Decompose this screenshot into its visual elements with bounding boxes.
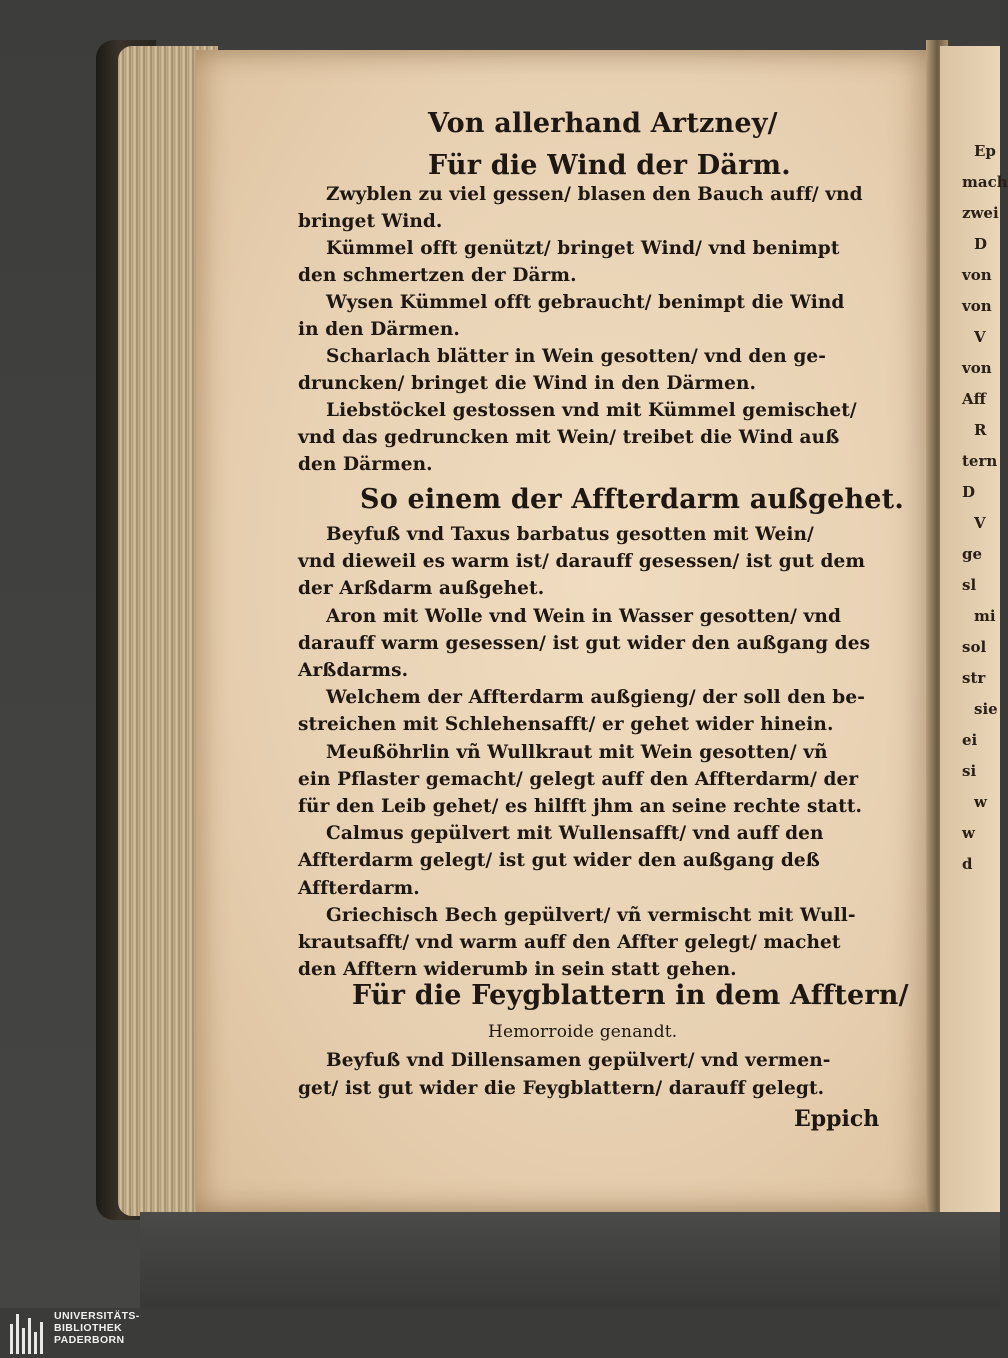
text-line: Affterdarm gelegt/ ist gut wider den außgang deß [298, 850, 820, 872]
text-line: Kümmel offt genützt/ bringet Wind/ vnd benimpt [326, 238, 840, 259]
library-footer [0, 1308, 1000, 1358]
facing-page-fragment: d [962, 855, 973, 873]
text-line: Affterdarm. [298, 877, 420, 899]
facing-page-fragment: tern [962, 452, 998, 470]
text-line: Calmus gepülvert mit Wullensafft/ vnd auff den [326, 823, 824, 845]
text-line: in den Därmen. [298, 319, 460, 340]
text-line: den Därmen. [298, 454, 433, 475]
text-line: Beyfuß vnd Dillensamen gepülvert/ vnd vermen- [326, 1050, 831, 1071]
facing-page-fragment: R [974, 421, 987, 439]
text-line: Liebstöckel gestossen vnd mit Kümmel gemischet/ [326, 400, 857, 421]
text-line: Aron mit Wolle vnd Wein in Wasser gesotten/ vnd [326, 605, 841, 627]
text-line: Beyfuß vnd Taxus barbatus gesotten mit Wein/ [326, 524, 814, 545]
text-line: streichen mit Schlehensafft/ er gehet wider hinein. [298, 714, 834, 736]
facing-page-fragment: w [974, 793, 987, 811]
facing-page-fragment: mi [974, 607, 996, 625]
facing-page-fragment: V [974, 514, 986, 532]
text-line: vnd das gedruncken mit Wein/ treibet die Wind auß [298, 427, 840, 448]
text-line: Griechisch Bech gepülvert/ vñ vermischt mit Wull- [326, 904, 856, 926]
facing-page-fragment: ei [962, 731, 978, 749]
text-line: den schmertzen der Därm. [298, 265, 577, 286]
text-line: für den Leib gehet/ es hilfft jhm an seine rechte statt. [298, 796, 863, 817]
facing-page-fragment: si [962, 762, 977, 780]
text-line: bringet Wind. [298, 211, 443, 232]
text-line: vnd dieweil es warm ist/ darauff gesessen/ ist gut dem [298, 551, 866, 573]
book-holder [140, 1212, 1000, 1308]
facing-page-fragment: Ep [974, 142, 996, 160]
text-line: darauff warm gesessen/ ist gut wider den außgang des [298, 632, 871, 654]
text-line: druncken/ bringet die Wind in den Därmen. [298, 373, 757, 394]
heading-wind-der-daerm: Für die Wind der Därm. [428, 150, 791, 181]
logo-line-1: UNIVERSITÄTS- [54, 1310, 140, 1322]
logo-line-2: BIBLIOTHEK [54, 1322, 123, 1334]
facing-page-fragment: str [962, 669, 986, 687]
text-line: den Afftern widerumb in sein statt gehen. [298, 959, 737, 981]
facing-page-fragment: zwei [962, 204, 999, 222]
catchword: Eppich [794, 1106, 880, 1132]
facing-page-fragment: sie [974, 700, 998, 718]
text-line: Welchem der Affterdarm außgieng/ der soll den be- [326, 687, 865, 709]
text-line: Arßdarms. [298, 660, 409, 681]
library-logo-icon [8, 1312, 50, 1354]
facing-page-fragment: von [962, 359, 992, 377]
facing-page-fragment: Aff [962, 390, 986, 408]
text-line: get/ ist gut wider die Feygblattern/ darauff gelegt. [298, 1078, 825, 1099]
facing-page [940, 46, 1008, 1214]
facing-page-fragment: D [962, 483, 976, 501]
facing-page-fragment: mach [962, 173, 1008, 191]
facing-page-fragment: von [962, 297, 992, 315]
text-line: Meußöhrlin vñ Wullkraut mit Wein gesotten/ vñ [326, 741, 828, 763]
facing-page-fragment: ge [962, 545, 983, 563]
heading-hemorroide: Hemorroide genandt. [488, 1022, 678, 1042]
text-line: ein Pflaster gemacht/ gelegt auff den Affterdarm/ der [298, 768, 859, 790]
facing-page-fragment: von [962, 266, 992, 284]
facing-page-fragment: V [974, 328, 986, 346]
text-line: Wysen Kümmel offt gebraucht/ benimpt die Wind [326, 292, 845, 313]
text-line: Scharlach blätter in Wein gesotten/ vnd den ge- [326, 346, 827, 367]
facing-page-fragment: D [974, 235, 988, 253]
facing-page-fragment: sl [962, 576, 977, 594]
logo-line-3: PADERBORN [54, 1334, 125, 1346]
facing-page-fragment: sol [962, 638, 987, 656]
facing-page-fragment: w [962, 824, 975, 842]
heading-von-allerhand: Von allerhand Artzney/ [428, 108, 778, 139]
heading-feygblattern: Für die Feygblattern in dem Afftern/ [352, 980, 909, 1011]
text-line: der Arßdarm außgehet. [298, 578, 545, 600]
heading-affterdarm: So einem der Affterdarm außgehet. [360, 484, 904, 515]
text-line: krautsafft/ vnd warm auff den Affter gelegt/ machet [298, 932, 841, 953]
text-line: Zwyblen zu viel gessen/ blasen den Bauch auff/ vnd [326, 184, 863, 205]
